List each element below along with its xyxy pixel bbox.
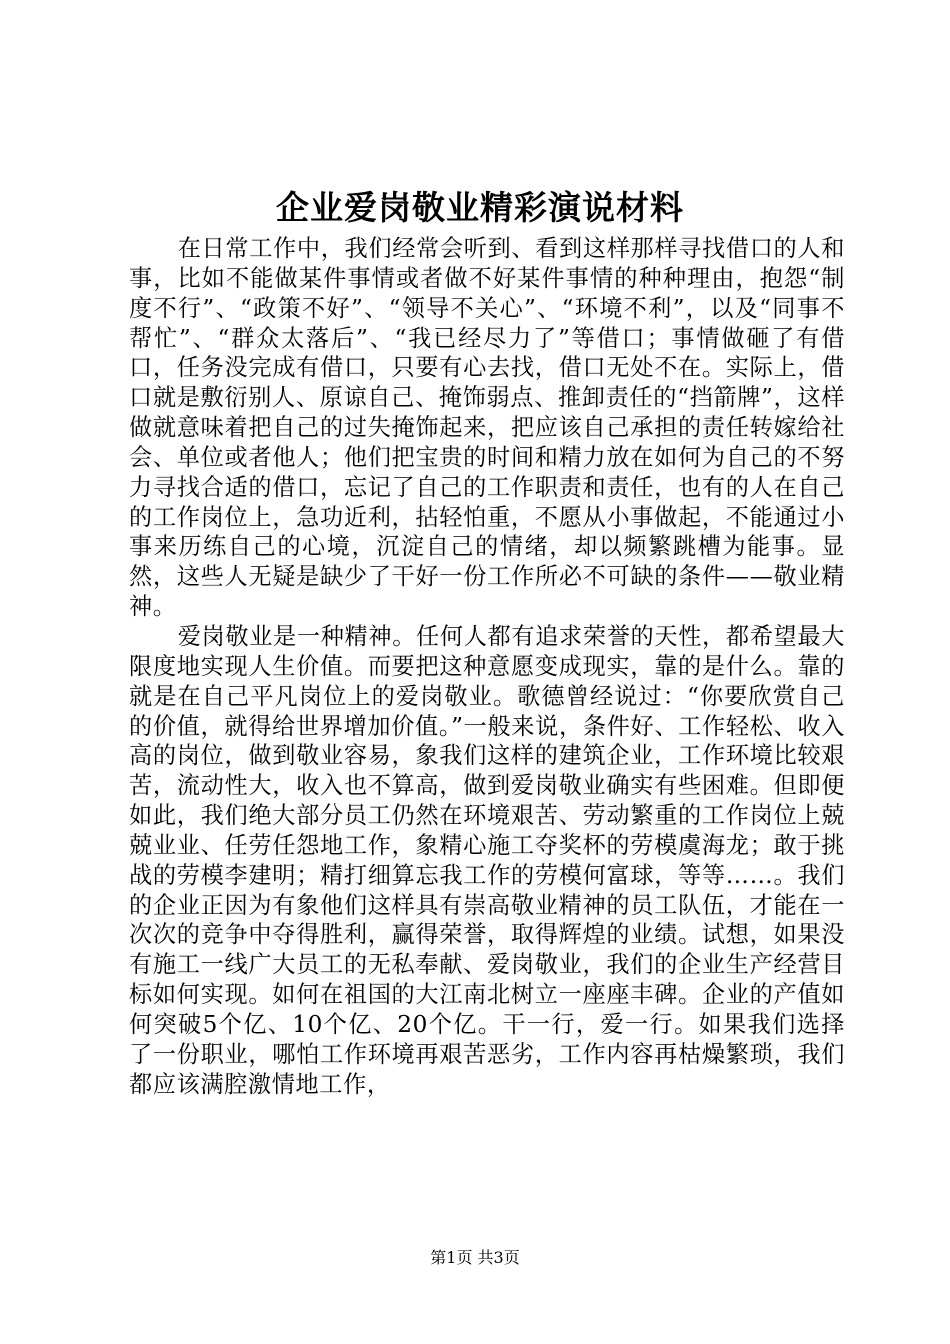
- document-body: [129, 234, 845, 1099]
- page-number-footer: 第1页 共3页: [430, 1248, 520, 1267]
- paragraph-1: 在日常工作中，我们经常会听到、看到这样那样寻找借口的人和事，比如不能做某件事情或者做不好某件事情的种种理由，抱怨“制度不行”、“政策不好”、“领导不关心”、“环境不利”，以及“同事不帮忙”、“群众太落后”、“我已经尽力了”等借口；事情做砸了有借口，任务没完成有借口，只要有心去找，借口无处不在。实际上，借口就是敷衍别人、原谅自己、掩饰弱点、推卸责任的“挡箭牌”，这样做就意味着把自己的过失掩饰起来，把应该自己承担的责任转嫁给社会、单位或者他人；他们把宝贵的时间和精力放在如何为自己的不努力寻找合适的借口，忘记了自己的工作职责和责任，也有的人在自己的工作岗位上，急功近利，拈轻怕重，不愿从小事做起，不能通过小事来历练自己的心境，沉淀自己的情绪，却以频繁跳槽为能事。显然，这些人无疑是缺少了干好一份工作所必不可缺的条件——敬业精神。: [129, 235, 845, 621]
- paragraph-2: 爱岗敬业是一种精神。任何人都有追求荣誉的天性，都希望最大限度地实现人生价值。而要把这种意愿变成现实，靠的是什么。靠的就是在自己平凡岗位上的爱岗敬业。歌德曾经说过：“你要欣赏自己的价值，就得给世界增加价值。”一般来说，条件好、工作轻松、收入高的岗位，做到敬业容易，象我们这样的建筑企业，工作环境比较艰苦，流动性大，收入也不算高，做到爱岗敬业确实有些困难。但即便如此，我们绝大部分员工仍然在环境艰苦、劳动繁重的工作岗位上兢兢业业、任劳任怨地工作，象精心施工夺奖杯的劳模虞海龙；敢于挑战的劳模李建明；精打细算忘我工作的劳模何富球，等等……。我们的企业正因为有象他们这样具有崇高敬业精神的员工队伍，才能在一次次的竞争中夺得胜利，赢得荣誉，取得辉煌的业绩。试想，如果没有施工一线广大员工的无私奉献、爱岗敬业，我们的企业生产经营目标如何实现。如何在祖国的大江南北树立一座座丰碑。企业的产值如何突破5个亿、10个亿、20个亿。干一行，爱一行。如果我们选择了一份职业，哪怕工作环境再艰苦恶劣，工作内容再枯燥繁琐，我们都应该满腔激情地工作，: [129, 622, 845, 1098]
- document-title: 企业爱岗敬业精彩演说材料: [276, 188, 684, 227]
